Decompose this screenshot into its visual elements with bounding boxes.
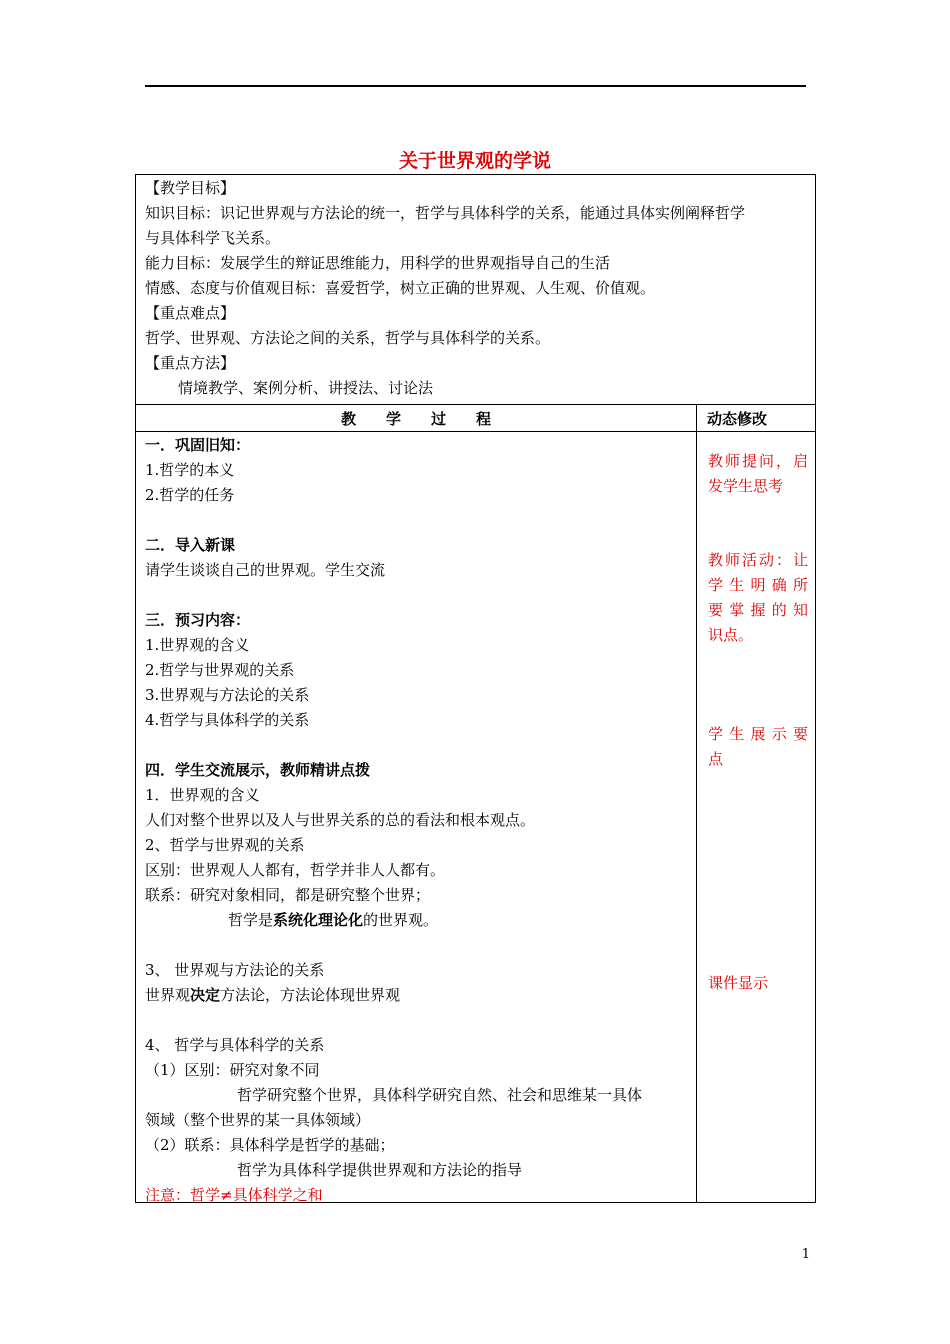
revision-note-2-line4: 识点。 xyxy=(708,626,754,644)
revision-note-2-line2: 学生明确所 xyxy=(708,576,808,594)
revision-note-2 xyxy=(708,548,808,648)
point2-connection: 联系：研究对象相同，都是研究整个世界； xyxy=(145,886,431,904)
attention-note: 注意：哲学≠具体科学之和 xyxy=(145,1186,323,1204)
methods-text: 情境教学、案例分析、讲授法、讨论法 xyxy=(178,379,434,397)
revision-note-1 xyxy=(708,449,808,499)
objectives-heading: 【教学目标】 xyxy=(145,179,236,197)
section1-item1: 1.哲学的本义 xyxy=(145,461,235,479)
revision-note-3 xyxy=(708,722,808,772)
section2-heading: 二．导入新课 xyxy=(145,536,236,554)
point4-difference-line3: 领域（整个世界的某一具体领域） xyxy=(145,1111,371,1129)
section3-item2: 2.哲学与世界观的关系 xyxy=(145,661,295,679)
section3-item1: 1.世界观的含义 xyxy=(145,636,250,654)
point3-emphasis: 决定 xyxy=(190,986,221,1004)
revision-note-4-line1: 课件显示 xyxy=(708,974,769,992)
revision-note-3-line1: 学生展示要 xyxy=(708,725,808,743)
point2-text-c: 的世界观。 xyxy=(363,911,439,929)
header-rule xyxy=(145,85,806,87)
knowledge-goal-line2: 与具体科学飞关系。 xyxy=(145,229,281,247)
section2-text: 请学生谈谈自己的世界观。学生交流 xyxy=(145,561,386,579)
revision-cell xyxy=(696,431,816,1203)
point2-emphasis: 系统化理论化 xyxy=(273,911,364,929)
key-points-heading: 【重点难点】 xyxy=(145,304,236,322)
revision-note-1-line1: 教师提问，启 xyxy=(708,452,808,470)
point4-connection: （2）联系：具体科学是哲学的基础； xyxy=(145,1136,395,1154)
methods-heading: 【重点方法】 xyxy=(145,354,236,372)
point2-title: 2、哲学与世界观的关系 xyxy=(145,836,305,854)
section3-heading: 三．预习内容： xyxy=(145,611,251,629)
section1-heading: 一．巩固旧知： xyxy=(145,436,251,454)
revision-note-1-line2: 发学生思考 xyxy=(708,477,784,495)
ability-goal: 能力目标：发展学生的辩证思维能力，用科学的世界观指导自己的生活 xyxy=(145,254,611,272)
point3-text xyxy=(145,985,400,1005)
point4-difference: （1）区别：研究对象不同 xyxy=(145,1061,320,1079)
key-points-text: 哲学、世界观、方法论之间的关系，哲学与具体科学的关系。 xyxy=(145,329,551,347)
point1-title: 1．世界观的含义 xyxy=(145,786,260,804)
section4-heading: 四．学生交流展示，教师精讲点拨 xyxy=(145,761,371,779)
revision-note-2-line3: 要掌握的知 xyxy=(708,601,808,619)
section1-item2: 2.哲学的任务 xyxy=(145,486,235,504)
point2-text-a: 哲学是 xyxy=(228,911,274,929)
revision-note-3-line2: 点 xyxy=(708,750,724,768)
point1-text: 人们对整个世界以及人与世界关系的总的看法和根本观点。 xyxy=(145,811,536,829)
page-title: 关于世界观的学说 xyxy=(398,150,551,172)
point2-connection-line2 xyxy=(228,910,438,930)
point4-title: 4、 哲学与具体科学的关系 xyxy=(145,1036,325,1054)
point4-connection-line2: 哲学为具体科学提供世界观和方法论的指导 xyxy=(237,1161,523,1179)
section3-item4: 4.哲学与具体科学的关系 xyxy=(145,711,310,729)
point2-difference: 区别：世界观人人都有，哲学并非人人都有。 xyxy=(145,861,446,879)
process-column-header: 教 学 过 程 xyxy=(340,410,491,428)
point3-title: 3、 世界观与方法论的关系 xyxy=(145,961,325,979)
revision-note-4 xyxy=(708,971,808,996)
page-number: 1 xyxy=(801,1247,810,1262)
revision-note-2-line1: 教师活动：让 xyxy=(708,551,808,569)
point3-text-a: 世界观 xyxy=(145,986,191,1004)
point4-difference-line2: 哲学研究整个世界，具体科学研究自然、社会和思维某一具体 xyxy=(237,1086,643,1104)
section3-item3: 3.世界观与方法论的关系 xyxy=(145,686,310,704)
revision-column-header: 动态修改 xyxy=(707,410,768,428)
emotion-goal: 情感、态度与价值观目标：喜爱哲学，树立正确的世界观、人生观、价值观。 xyxy=(145,279,656,297)
knowledge-goal-line1: 知识目标：识记世界观与方法论的统一，哲学与具体科学的关系，能通过具体实例阐释哲学 xyxy=(145,204,746,222)
point3-text-c: 方法论，方法论体现世界观 xyxy=(220,986,401,1004)
